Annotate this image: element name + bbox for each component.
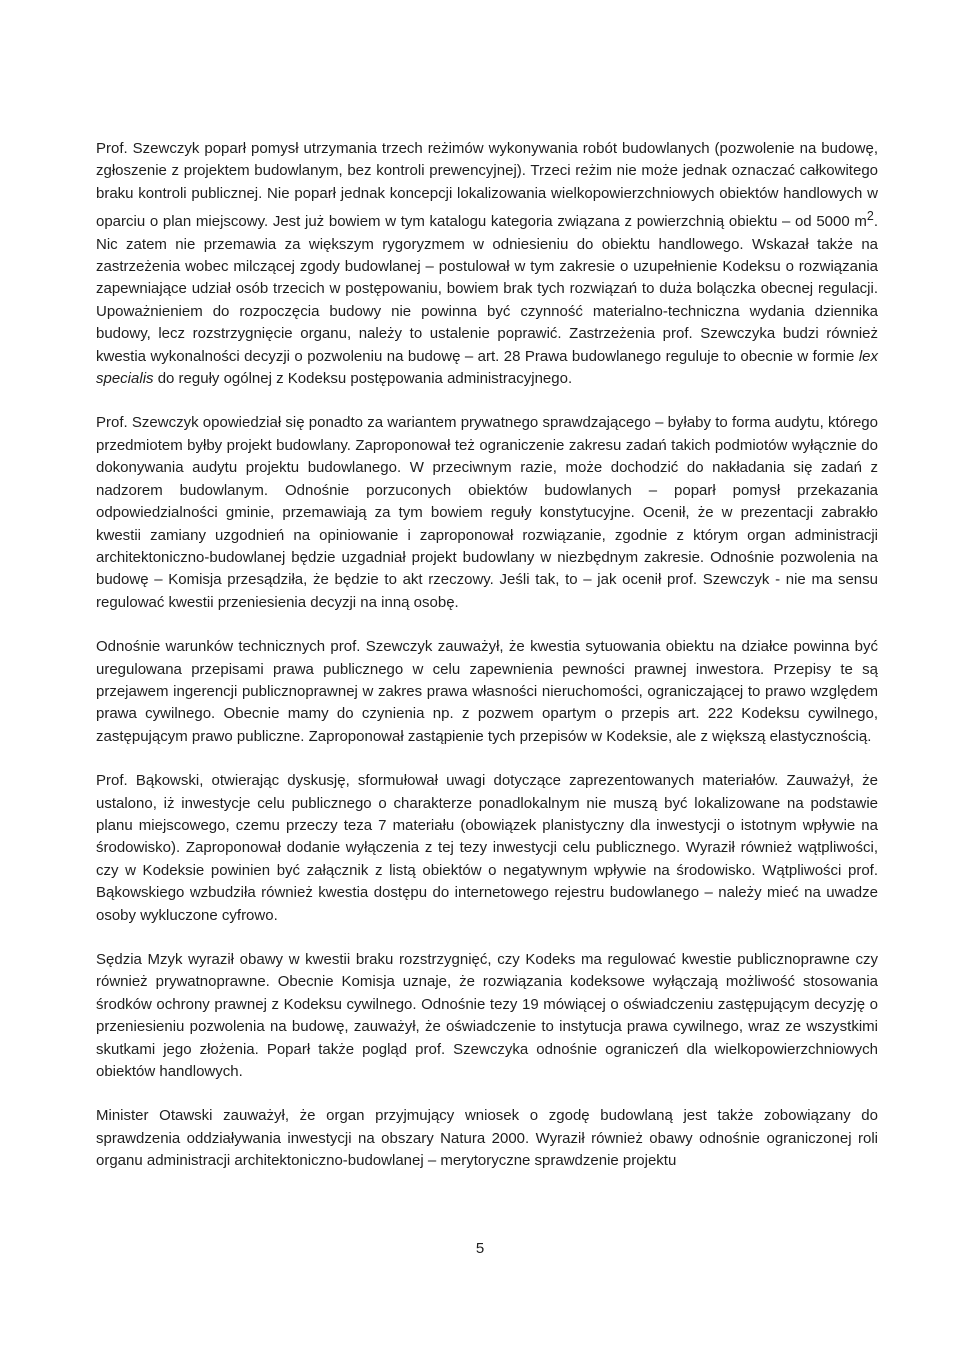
paragraph-text: Minister Otawski zauważył, że organ przyjmujący wniosek o zgodę budowlaną jest także zobowiązany do sprawdzenia oddziaływania inwestycji na obszary Natura 2000. Wyraził również obawy odnośnie ograniczonej roli organu administracji architektoniczno-budowlanej – merytoryczne sprawdzenie projektu [96,1107,878,1170]
paragraph [96,636,878,748]
paragraph [96,412,878,614]
paragraph-text: Prof. Szewczyk poparł pomysł utrzymania trzech reżimów wykonywania robót budowlanych (pozwolenie na budowę, zgłoszenie z projektem budowlanym, bez kontroli prewencyjnej). Trzeci reżim nie może jednak oznaczać całkowitego braku kontroli publicznej. Nie poparł jednak koncepcji lokalizowania wielkopowierzchniowych obiektów handlowych w oparciu o plan miejscowy. Jest już bowiem w tym katalogu kategoria związana z powierzchnią obiektu – od 5000 m [96,140,878,231]
paragraph [96,770,878,927]
italic-text: lex specialis [96,347,878,388]
paragraph-text: Sędzia Mzyk wyraził obawy w kwestii braku rozstrzygnięć, czy Kodeks ma regulować kwestie publicznoprawne czy również prywatnoprawne. Obecnie Komisja uznaje, że rozwiązania kodeksowe wyłączają możliwość stosowania środków ochrony prawnej z Kodeksu cywilnego. Odnośnie tezy 19 mówiącej o oświadczeniu zastępującym decyzję o przeniesieniu pozwolenia na budowę, zauważył, że oświadczenie to instytucja prawa cywilnego, wraz ze wszystkimi skutkami jego złożenia. Poparł także pogląd prof. Szewczyka odnośnie ograniczeń dla wielkopowierzchniowych obiektów handlowych. [96,951,878,1081]
page-number: 5 [475,1240,485,1257]
paragraph [96,138,878,390]
superscript-text: 2 [866,209,874,224]
paragraph [96,1105,878,1172]
paragraph-text: Prof. Szewczyk opowiedział się ponadto za wariantem prywatnego sprawdzającego – byłaby to forma audytu, którego przedmiotem byłby projekt budowlany. Zaproponował też ograniczenie zakresu zadań takich podmiotów wyłącznie do dokonywania audytu projektu budowlanego. W przeciwnym razie, może dochodzić do nakładania się zadań z nadzorem budowlanym. Odnośnie porzuconych obiektów budowlanych – poparł pomysł przekazania odpowiedzialności gminie, przemawiają za tym bowiem reguły konstytucyjne. Ocenił, że w prezentacji zabrakło kwestii zamiany uzgodnień na opiniowanie i zaproponował rozwiązanie, zgodnie z którym organ administracji architektoniczno-budowlanej będzie uzgadniał projekt budowlany w niezbędnym zakresie. Odnośnie pozwolenia na budowę – Komisja przesądziła, że będzie to akt rzeczowy. Jeśli tak, to – jak ocenił prof. Szewczyk - nie ma sensu regulować kwestii przeniesienia decyzji na inną osobę. [96,414,878,611]
document-body [96,138,878,1195]
paragraph-text: . Nic zatem nie przemawia za większym rygoryzmem w odniesieniu do obiektu handlowego. Wskazał także na zastrzeżenia wobec milczącej zgody budowlanej – postulował w tym zakresie o uzupełnienie Kodeksu o rozwiązania zapewniające udział osób trzecich w postępowaniu, bowiem brak tych rozwiązań to duża bolączka obecnej regulacji. Upoważnieniem do rozpoczęcia budowy nie powinna być czynność materialno-techniczna wydania dziennika budowy, lecz rozstrzygnięcie organu, należy to ustalenie poprawić. Zastrzeżenia prof. Szewczyka budzi również kwestia wykonalności decyzji o pozwoleniu na budowę – art. 28 Prawa budowlanego reguluje to obecnie w formie [96,213,878,365]
paragraph-text: Prof. Bąkowski, otwierając dyskusję, sformułował uwagi dotyczące zaprezentowanych materiałów. Zauważył, że ustalono, iż inwestycje celu publicznego o charakterze ponadlokalnym nie muszą być lokalizowane na podstawie planu miejscowego, czemu przeczy teza 7 materiału (obowiązek planistyczny dla inwestycji o istotnym wpływie na środowisko). Zaproponował dodanie wyłączenia z tej tezy inwestycji celu publicznego. Wyraził również wątpliwości, czy w Kodeksie powinien być załącznik z listą obiektów o negatywnym wpływie na środowisko. Wątpliwości prof. Bąkowskiego wzbudziła również kwestia dostępu do internetowego rejestru budowlanego – należy mieć na uwadze osoby wykluczone cyfrowo. [96,772,878,924]
paragraph [96,949,878,1083]
paragraph-text: do reguły ogólnej z Kodeksu postępowania administracyjnego. [153,370,573,388]
paragraph-text: Odnośnie warunków technicznych prof. Szewczyk zauważył, że kwestia sytuowania obiektu na działce powinna być uregulowana przepisami prawa publicznego w celu zapewnienia pewności prawnej inwestora. Przepisy te są przejawem ingerencji publicznoprawnej w zakres prawa własności nieruchomości, ograniczającej to prawo względem prawa cywilnego. Obecnie mamy do czynienia np. z pozwem opartym o przepis art. 222 Kodeksu cywilnego, zastępującym prawo publiczne. Zaproponował zastąpienie tych przepisów w Kodeksie, ale z większą elastycznością. [96,638,878,745]
